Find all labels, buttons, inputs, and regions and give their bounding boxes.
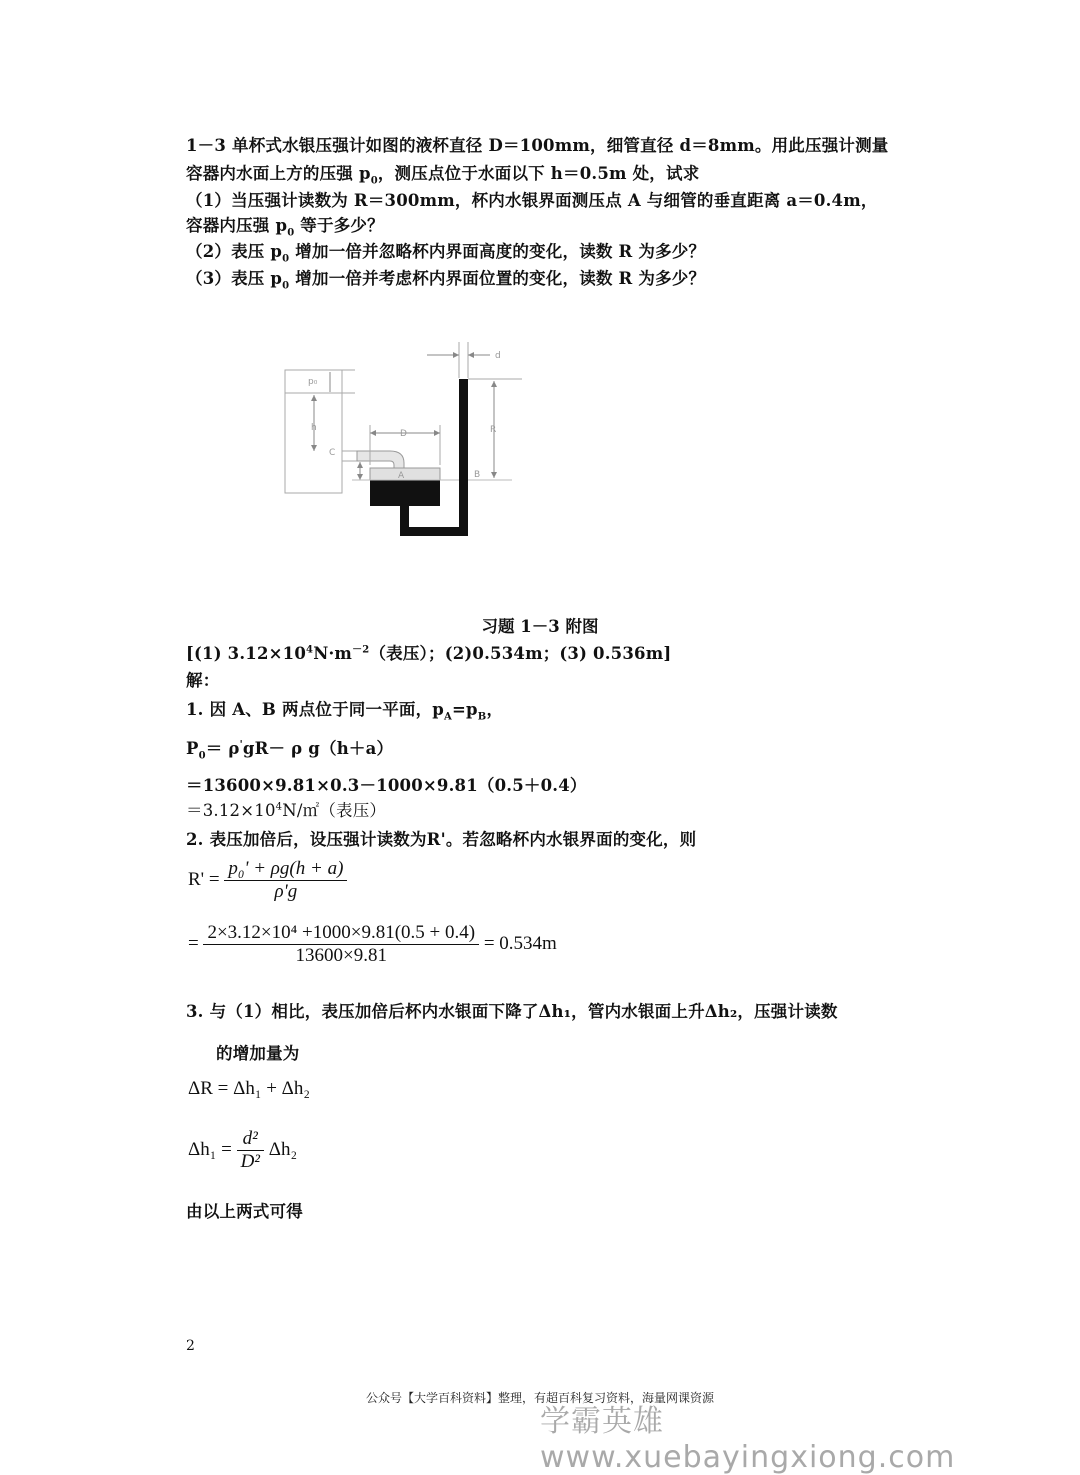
text: 容器内水面上方的压强 p — [186, 164, 371, 183]
subscript: 0 — [287, 227, 295, 239]
arrow-head — [491, 472, 497, 478]
text: gR－ ρ g（h＋a） — [242, 739, 394, 758]
lhs: R' = — [188, 868, 220, 890]
superscript: 4 — [275, 801, 283, 813]
step-3-line-1: 3. 与（1）相比，表压加倍后杯内水银面下降了Δh₁，管内水银面上升Δh₂，压强计读数 — [186, 1002, 838, 1021]
text: [(1) 3.12×10 — [186, 644, 307, 663]
step-2: 2. 表压加倍后，设压强计读数为R'。若忽略杯内水银界面的变化，则 — [186, 830, 697, 849]
subscript: B — [477, 711, 487, 723]
arrow-head — [311, 395, 317, 401]
text: N·m — [313, 644, 353, 663]
arrow-head — [357, 474, 363, 480]
text: 增加一倍并考虑杯内界面位置的变化，读数 R 为多少？ — [289, 269, 706, 288]
cup-water — [370, 468, 440, 480]
text: 等于多少？ — [294, 216, 384, 235]
text: 1. 因 A、B 两点位于同一平面，p — [186, 700, 445, 719]
tube-mercury-column — [459, 379, 468, 536]
text: 增加一倍并忽略杯内界面高度的变化，读数 R 为多少？ — [289, 242, 706, 261]
r-label: R — [490, 425, 497, 435]
c-label: C — [329, 448, 336, 458]
watermark: 学霸英雄 www.xuebayingxiong.com — [540, 1404, 956, 1475]
superscript: －2 — [352, 644, 370, 656]
u-tube-bottom — [400, 527, 468, 536]
tube-diameter-label: d — [495, 351, 501, 361]
text: ， — [486, 700, 504, 719]
denominator: 13600×9.81 — [203, 944, 479, 967]
footer-note: 公众号【大学百科资料】整理，有超百科复习资料，海量网课资源 — [365, 1391, 714, 1405]
rhs: Δh₂ — [268, 1138, 298, 1160]
point-a-label: A — [398, 471, 405, 481]
formula-delta-h1 — [188, 1128, 297, 1173]
equation-1 — [186, 735, 393, 761]
text: （2）表压 p — [186, 242, 283, 261]
connecting-pipe — [357, 451, 404, 468]
denominator: D² — [237, 1150, 264, 1173]
page-number: 2 — [186, 1338, 195, 1354]
equation-2: ＝13600×9.81×0.3－1000×9.81（0.5＋0.4） — [186, 776, 587, 795]
text: 容器内压强 p — [186, 216, 288, 235]
denominator: ρ'g — [224, 880, 347, 903]
cup-diameter-label: D — [400, 429, 407, 439]
p0-label: p₀ — [308, 377, 318, 387]
superscript: 4 — [306, 644, 314, 656]
text: P — [186, 739, 199, 758]
text: ＝3.12×10 — [186, 801, 276, 820]
numerator: d² — [242, 1128, 258, 1149]
numerator: p₀' + ρg(h + a) — [228, 858, 344, 879]
arrow-head — [370, 430, 376, 436]
step-4: 由以上两式可得 — [186, 1202, 303, 1221]
text: （3）表压 p — [186, 269, 283, 288]
rhs: = 0.534m — [483, 932, 557, 954]
h-label: h — [311, 423, 317, 433]
fraction — [224, 858, 347, 903]
text: N/㎡（表压） — [282, 801, 387, 820]
cup-mercury — [370, 480, 440, 506]
subscript: 0 — [198, 750, 206, 762]
answer-line — [186, 640, 671, 664]
text: =p — [452, 700, 478, 719]
arrow-head — [357, 462, 363, 468]
step-1 — [186, 696, 503, 722]
fraction — [237, 1128, 264, 1173]
problem-line-1: 1－3 单杯式水银压强计如图的液杯直径 D＝100mm，细管直径 d＝8mm。用此压强计测量 — [186, 136, 889, 155]
solution-label: 解： — [186, 671, 220, 690]
subscript: 0 — [370, 175, 378, 187]
text: ＝ ρ — [205, 739, 240, 758]
arrow-head — [468, 352, 474, 358]
point-b-label: B — [474, 470, 481, 480]
fraction — [203, 922, 479, 967]
text: （表压）；(2)0.534m；(3) 0.536m] — [369, 644, 672, 663]
formula-r-prime-value — [188, 922, 557, 967]
text: ，测压点位于水面以下 h＝0.5m 处，试求 — [377, 164, 700, 183]
equation-3 — [186, 797, 386, 821]
arrow-head — [311, 445, 317, 451]
formula-delta-r: ΔR = Δh₁ + Δh₂ — [188, 1078, 311, 1099]
lhs: Δh₁ = — [188, 1138, 232, 1160]
figure-caption: 习题 1－3 附图 — [481, 617, 599, 636]
prime-mark: ' — [239, 739, 243, 751]
lhs: = — [188, 932, 199, 954]
subscript: 0 — [282, 280, 290, 292]
numerator: 2×3.12×10⁴ +1000×9.81(0.5 + 0.4) — [207, 922, 476, 943]
subscript: 0 — [282, 253, 290, 265]
arrow-head — [434, 430, 440, 436]
formula-r-prime — [188, 858, 347, 903]
step-3-line-2: 的增加量为 — [216, 1044, 300, 1063]
question-1-line-1: （1）当压强计读数为 R＝300mm，杯内水银界面测压点 A 与细管的垂直距离 a＝0.4m， — [186, 191, 878, 210]
subscript: A — [444, 711, 453, 723]
arrow-head — [453, 352, 459, 358]
arrow-head — [491, 381, 497, 387]
